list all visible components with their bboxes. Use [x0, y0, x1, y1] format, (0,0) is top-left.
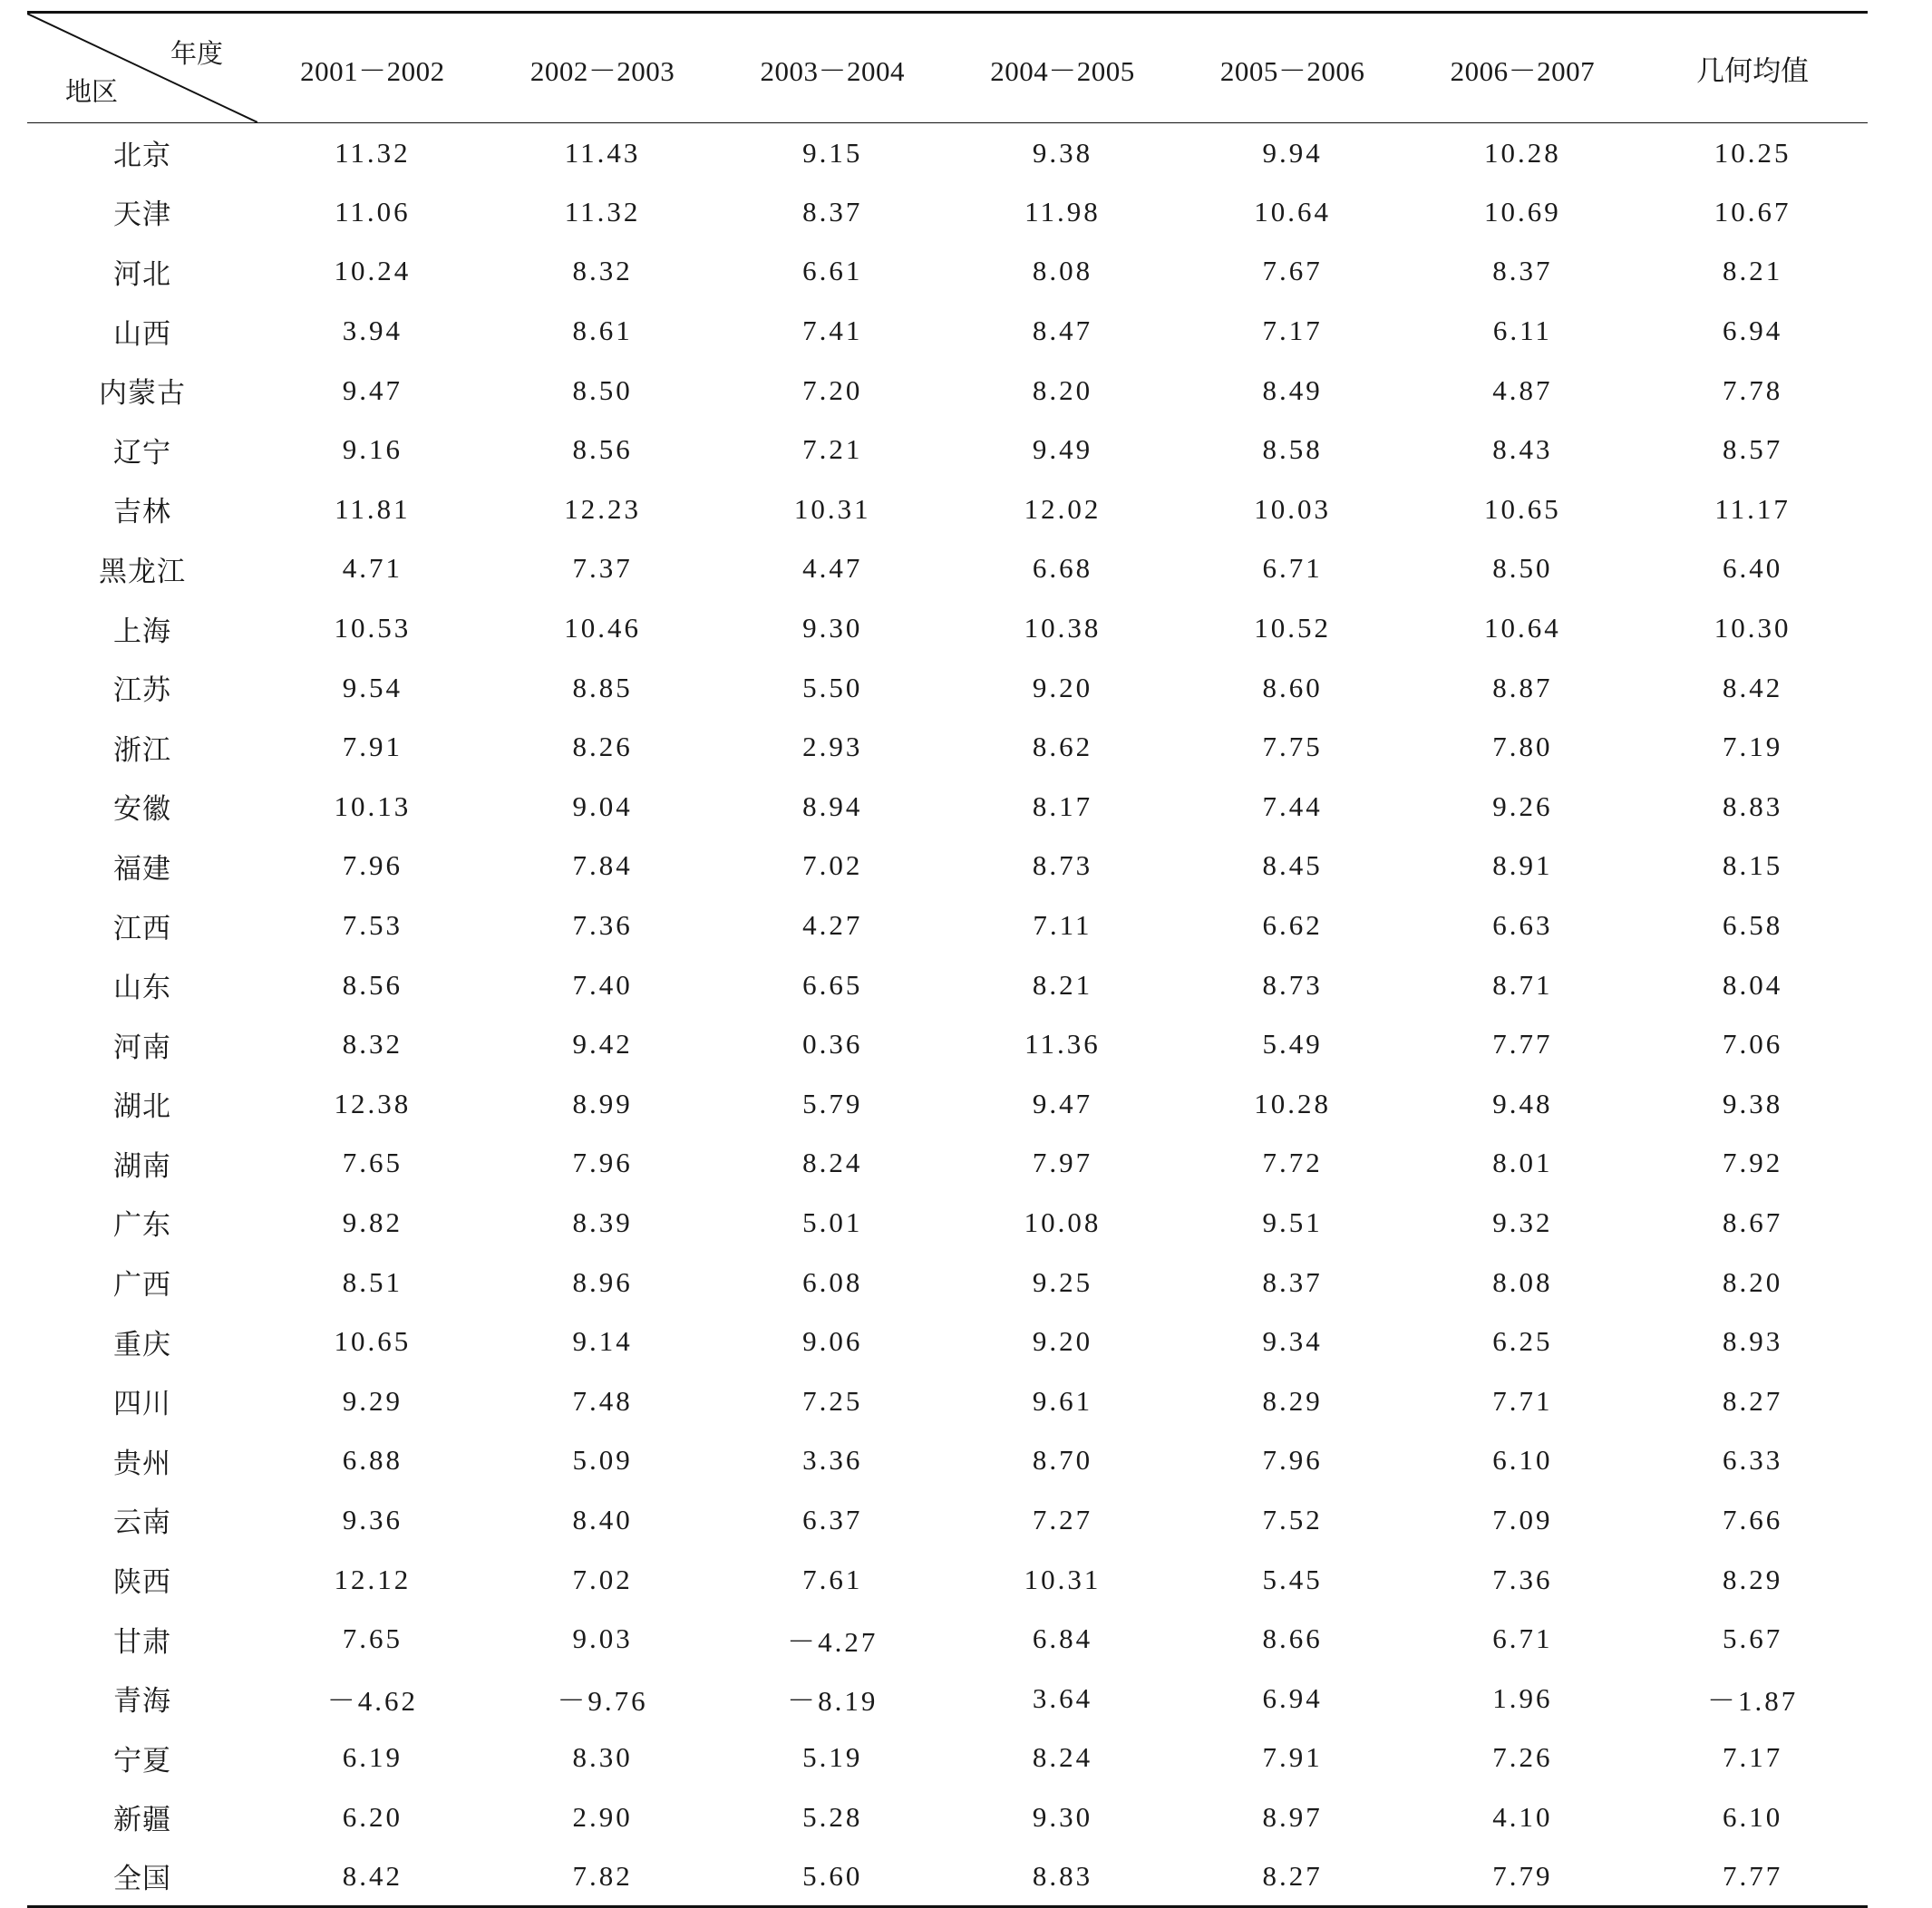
value-cell: 7.91: [1262, 1741, 1323, 1774]
value-cell: 8.94: [802, 789, 863, 822]
value-cell: 3.36: [802, 1444, 863, 1477]
corner-header: [27, 13, 257, 123]
value-cell: 9.25: [1032, 1265, 1093, 1298]
value-cell: 6.10: [1492, 1444, 1553, 1477]
value-cell: 8.91: [1492, 849, 1553, 882]
table-row: [27, 361, 1868, 421]
value-cell: 7.52: [1262, 1503, 1323, 1535]
value-cell: 11.06: [335, 195, 411, 228]
region-cell: 江西: [113, 912, 171, 945]
geometric-mean-cell: 6.10: [1722, 1800, 1783, 1833]
region-cell: 陕西: [113, 1566, 171, 1600]
value-cell: 6.19: [342, 1741, 403, 1774]
value-cell: 10.31: [1024, 1563, 1102, 1595]
value-cell: 5.28: [802, 1800, 863, 1833]
geometric-mean-cell: 8.42: [1722, 671, 1783, 703]
region-cell: 广东: [113, 1209, 171, 1243]
value-cell: 7.77: [1492, 1028, 1553, 1061]
value-cell: 9.20: [1032, 671, 1093, 703]
value-cell: 10.31: [793, 492, 871, 525]
value-cell: 8.71: [1492, 968, 1553, 1001]
value-cell: 7.65: [342, 1147, 403, 1179]
geometric-mean-cell: 6.33: [1722, 1444, 1783, 1477]
value-cell: 7.27: [1032, 1503, 1093, 1535]
value-cell: 6.08: [802, 1265, 863, 1298]
table-row: [27, 955, 1868, 1015]
region-cell: 四川: [113, 1388, 171, 1421]
value-cell: 5.45: [1262, 1563, 1323, 1595]
region-cell: 辽宁: [113, 436, 171, 470]
value-cell: 6.65: [802, 968, 863, 1001]
geometric-mean-cell: 8.04: [1722, 968, 1783, 1001]
geometric-mean-cell: 10.25: [1714, 136, 1791, 169]
table-row: [27, 479, 1868, 539]
geometric-mean-cell: 7.78: [1722, 373, 1783, 406]
value-cell: 10.53: [334, 612, 412, 644]
value-cell: 9.20: [1032, 1325, 1093, 1358]
value-cell: 10.24: [334, 255, 412, 287]
value-cell: 8.73: [1032, 849, 1093, 882]
value-cell: 8.40: [572, 1503, 633, 1535]
value-cell: 7.44: [1262, 789, 1323, 822]
corner-year-label: 年度: [170, 38, 224, 69]
region-cell: 全国: [27, 1847, 257, 1907]
value-cell: 9.26: [1492, 789, 1553, 822]
value-cell: 7.17: [1262, 315, 1323, 347]
region-cell: 浙江: [113, 733, 171, 767]
geometric-mean-cell: 7.92: [1722, 1147, 1783, 1179]
value-cell: 10.65: [1484, 492, 1561, 525]
region-cell: 北京: [113, 140, 171, 173]
value-cell: 5.79: [802, 1087, 863, 1119]
value-cell: 7.82: [488, 1847, 718, 1907]
value-cell: 9.54: [342, 671, 403, 703]
value-cell: 5.60: [717, 1847, 947, 1907]
geometric-mean-cell: 10.67: [1714, 195, 1791, 228]
table-row: [27, 242, 1868, 302]
region-cell: 湖北: [113, 1090, 171, 1124]
geometric-mean-cell: 7.06: [1722, 1028, 1783, 1061]
region-cell: 上海: [113, 615, 171, 648]
region-cell: 宁夏: [113, 1744, 171, 1777]
header-row: [27, 13, 1868, 123]
region-cell: 福建: [113, 852, 171, 886]
value-cell: 7.36: [1492, 1563, 1553, 1595]
value-cell: 8.45: [1262, 849, 1323, 882]
value-cell: 8.50: [1492, 552, 1553, 585]
value-cell: 7.79: [1408, 1847, 1638, 1907]
geometric-mean-cell: 8.57: [1722, 433, 1783, 466]
value-cell: 7.67: [1262, 255, 1323, 287]
geometric-mean-cell: 6.94: [1722, 315, 1783, 347]
value-cell: 6.37: [802, 1503, 863, 1535]
value-cell: 10.64: [1254, 195, 1332, 228]
table-row: [27, 1669, 1868, 1729]
value-cell: 12.38: [334, 1087, 412, 1119]
value-cell: 12.02: [1024, 492, 1102, 525]
value-cell: 10.52: [1254, 612, 1332, 644]
column-header: 2002－2003: [488, 13, 718, 123]
value-cell: 9.16: [342, 433, 403, 466]
value-cell: 8.37: [802, 195, 863, 228]
column-header: 2006－2007: [1408, 13, 1638, 123]
region-cell: 新疆: [113, 1804, 171, 1837]
value-cell: 2.93: [802, 731, 863, 763]
value-cell: 8.47: [1032, 315, 1093, 347]
value-cell: 8.85: [572, 671, 633, 703]
value-cell: 8.21: [1032, 968, 1093, 1001]
value-cell: 8.73: [1262, 968, 1323, 1001]
value-cell: 8.24: [802, 1147, 863, 1179]
value-cell: 6.25: [1492, 1325, 1553, 1358]
value-cell: 9.15: [802, 136, 863, 169]
value-cell: 8.60: [1262, 671, 1323, 703]
value-cell: 7.02: [802, 849, 863, 882]
value-cell: 10.03: [1254, 492, 1332, 525]
table-row: [27, 1312, 1868, 1371]
value-cell: 7.80: [1492, 731, 1553, 763]
value-cell: 3.94: [342, 315, 403, 347]
value-cell: 6.11: [1492, 315, 1552, 347]
value-cell: 10.28: [1254, 1087, 1332, 1119]
value-cell: 10.69: [1484, 195, 1561, 228]
value-cell: 4.27: [802, 909, 863, 942]
value-cell: 6.71: [1262, 552, 1323, 585]
value-cell: 9.32: [1492, 1206, 1553, 1238]
value-cell: 6.68: [1032, 552, 1093, 585]
value-cell: 9.38: [1032, 136, 1093, 169]
value-cell: －8.19: [787, 1685, 879, 1718]
value-cell: 8.66: [1262, 1622, 1323, 1655]
value-cell: 8.42: [257, 1847, 488, 1907]
column-header: 2005－2006: [1178, 13, 1408, 123]
value-cell: 8.58: [1262, 433, 1323, 466]
value-cell: 7.41: [802, 315, 863, 347]
geometric-mean-cell: 7.66: [1722, 1503, 1783, 1535]
table-row: [27, 182, 1868, 242]
value-cell: 5.49: [1262, 1028, 1323, 1061]
value-cell: 9.36: [342, 1503, 403, 1535]
geometric-mean-cell: 8.93: [1722, 1325, 1783, 1358]
value-cell: 7.09: [1492, 1503, 1553, 1535]
value-cell: 12.23: [564, 492, 641, 525]
value-cell: 9.51: [1262, 1206, 1323, 1238]
value-cell: 8.08: [1492, 1265, 1553, 1298]
value-cell: 11.98: [1024, 195, 1101, 228]
value-cell: 8.29: [1262, 1384, 1323, 1417]
geometric-mean-cell: 5.67: [1722, 1622, 1783, 1655]
region-cell: 广西: [113, 1269, 171, 1303]
value-cell: 11.43: [564, 136, 641, 169]
value-cell: 6.20: [342, 1800, 403, 1833]
value-cell: 9.34: [1262, 1325, 1323, 1358]
value-cell: 10.13: [334, 789, 412, 822]
value-cell: 8.49: [1262, 373, 1323, 406]
table-row: [27, 1014, 1868, 1074]
value-cell: 6.71: [1492, 1622, 1553, 1655]
geometric-mean-cell: 7.17: [1722, 1741, 1783, 1774]
value-cell: 7.25: [802, 1384, 863, 1417]
value-cell: 6.84: [1032, 1622, 1093, 1655]
value-cell: 7.96: [342, 849, 403, 882]
value-cell: 8.70: [1032, 1444, 1093, 1477]
geometric-mean-cell: 8.29: [1722, 1563, 1783, 1595]
value-cell: 9.42: [572, 1028, 633, 1061]
value-cell: 7.37: [572, 552, 633, 585]
value-cell: 5.01: [802, 1206, 863, 1238]
table-row: [27, 420, 1868, 479]
value-cell: 9.48: [1492, 1087, 1553, 1119]
value-cell: 8.83: [947, 1847, 1178, 1907]
table-row: [27, 837, 1868, 896]
value-cell: 8.26: [572, 731, 633, 763]
value-cell: －4.62: [326, 1685, 418, 1718]
value-cell: 9.14: [572, 1325, 633, 1358]
value-cell: 8.17: [1032, 789, 1093, 822]
value-cell: 9.03: [572, 1622, 633, 1655]
value-cell: 8.87: [1492, 671, 1553, 703]
value-cell: 8.97: [1262, 1800, 1323, 1833]
region-cell: 甘肃: [113, 1625, 171, 1659]
table-row: [27, 1431, 1868, 1491]
value-cell: 7.36: [572, 909, 633, 942]
region-cell: 云南: [113, 1506, 171, 1540]
region-cell: 内蒙古: [99, 377, 186, 411]
value-cell: 9.49: [1032, 433, 1093, 466]
value-cell: 9.82: [342, 1206, 403, 1238]
geometric-mean-cell: 8.67: [1722, 1206, 1783, 1238]
table-row: [27, 301, 1868, 361]
data-table-container: [27, 11, 1868, 1908]
geometric-mean-cell: 10.30: [1714, 612, 1791, 644]
value-cell: 10.46: [564, 612, 641, 644]
value-cell: －9.76: [557, 1685, 648, 1718]
geometric-mean-cell: 9.38: [1722, 1087, 1783, 1119]
value-cell: 9.47: [342, 373, 403, 406]
region-cell: 吉林: [113, 496, 171, 529]
value-cell: 8.37: [1492, 255, 1553, 287]
value-cell: 4.87: [1492, 373, 1553, 406]
column-header-geometric-mean: 几何均值: [1637, 13, 1868, 123]
table-row: [27, 1550, 1868, 1610]
value-cell: 7.02: [572, 1563, 633, 1595]
value-cell: 7.96: [572, 1147, 633, 1179]
value-cell: 9.06: [802, 1325, 863, 1358]
value-cell: 5.09: [572, 1444, 633, 1477]
region-cell: 天津: [113, 199, 171, 232]
region-cell: 黑龙江: [99, 555, 186, 588]
table-row: [27, 777, 1868, 837]
table-row: [27, 123, 1868, 183]
geometric-mean-cell: 8.15: [1722, 849, 1783, 882]
value-cell: 9.04: [572, 789, 633, 822]
value-cell: 2.90: [572, 1800, 633, 1833]
value-cell: 8.32: [342, 1028, 403, 1061]
region-cell: 青海: [113, 1685, 171, 1719]
table-row: [27, 1253, 1868, 1312]
corner-region-label: 地区: [65, 76, 119, 107]
geometric-mean-cell: 8.27: [1722, 1384, 1783, 1417]
value-cell: 11.36: [1024, 1028, 1101, 1061]
value-cell: 3.64: [1032, 1681, 1093, 1714]
value-cell: 10.64: [1484, 612, 1561, 644]
value-cell: 0.36: [802, 1028, 863, 1061]
geometric-mean-cell: 8.83: [1722, 789, 1783, 822]
value-cell: 9.29: [342, 1384, 403, 1417]
value-cell: 4.10: [1492, 1800, 1553, 1833]
region-cell: 安徽: [113, 793, 171, 827]
value-cell: 8.08: [1032, 255, 1093, 287]
table-row: [27, 1074, 1868, 1134]
table-row: [27, 539, 1868, 599]
value-cell: 7.97: [1032, 1147, 1093, 1179]
value-cell: 9.94: [1262, 136, 1323, 169]
value-cell: 7.20: [802, 373, 863, 406]
region-cell: 江苏: [113, 674, 171, 708]
value-cell: 4.71: [342, 552, 403, 585]
table-row: [27, 1490, 1868, 1550]
value-cell: 8.50: [572, 373, 633, 406]
value-cell: 10.08: [1024, 1206, 1102, 1238]
value-cell: 6.94: [1262, 1681, 1323, 1714]
table-row: [27, 1193, 1868, 1253]
value-cell: 8.24: [1032, 1741, 1093, 1774]
geometric-mean-cell: 8.21: [1722, 255, 1783, 287]
value-cell: 8.61: [572, 315, 633, 347]
value-cell: 8.56: [572, 433, 633, 466]
column-header: 2004－2005: [947, 13, 1178, 123]
value-cell: 8.32: [572, 255, 633, 287]
table-row: [27, 598, 1868, 658]
value-cell: 8.51: [342, 1265, 403, 1298]
growth-rate-table: [27, 11, 1868, 1908]
table-row: [27, 717, 1868, 777]
region-cell: 山东: [113, 972, 171, 1005]
table-row: [27, 1787, 1868, 1847]
value-cell: 10.38: [1024, 612, 1102, 644]
table-row: [27, 1609, 1868, 1669]
value-cell: 10.28: [1484, 136, 1561, 169]
value-cell: 8.96: [572, 1265, 633, 1298]
value-cell: 8.01: [1492, 1147, 1553, 1179]
value-cell: 7.53: [342, 909, 403, 942]
value-cell: 7.75: [1262, 731, 1323, 763]
table-body: [27, 123, 1868, 1907]
value-cell: 10.65: [334, 1325, 412, 1358]
table-row: [27, 1134, 1868, 1194]
value-cell: 7.65: [342, 1622, 403, 1655]
geometric-mean-cell: 11.17: [1714, 492, 1791, 525]
column-header: 2001－2002: [257, 13, 488, 123]
value-cell: 7.84: [572, 849, 633, 882]
table-row: [27, 1371, 1868, 1431]
region-cell: 重庆: [113, 1328, 171, 1361]
value-cell: 1.96: [1492, 1681, 1553, 1714]
table-row: [27, 1847, 1868, 1907]
region-cell: 山西: [113, 317, 171, 351]
geometric-mean-cell: 7.77: [1637, 1847, 1868, 1907]
value-cell: 8.20: [1032, 373, 1093, 406]
value-cell: 8.62: [1032, 731, 1093, 763]
value-cell: 7.26: [1492, 1741, 1553, 1774]
value-cell: 11.81: [335, 492, 411, 525]
value-cell: 12.12: [334, 1563, 412, 1595]
value-cell: 9.30: [1032, 1800, 1093, 1833]
geometric-mean-cell: 6.40: [1722, 552, 1783, 585]
geometric-mean-cell: －1.87: [1706, 1685, 1799, 1718]
region-cell: 贵州: [113, 1447, 171, 1480]
value-cell: 4.47: [802, 552, 863, 585]
table-row: [27, 1729, 1868, 1788]
value-cell: 7.61: [802, 1563, 863, 1595]
geometric-mean-cell: 7.19: [1722, 731, 1783, 763]
value-cell: 11.32: [335, 136, 411, 169]
value-cell: －4.27: [787, 1625, 879, 1658]
value-cell: 6.62: [1262, 909, 1323, 942]
value-cell: 9.61: [1032, 1384, 1093, 1417]
region-cell: 湖南: [113, 1149, 171, 1183]
value-cell: 6.61: [802, 255, 863, 287]
region-cell: 河北: [113, 257, 171, 291]
value-cell: 9.30: [802, 612, 863, 644]
value-cell: 7.91: [342, 731, 403, 763]
value-cell: 6.63: [1492, 909, 1553, 942]
value-cell: 11.32: [564, 195, 641, 228]
value-cell: 8.56: [342, 968, 403, 1001]
value-cell: 5.19: [802, 1741, 863, 1774]
value-cell: 7.71: [1492, 1384, 1553, 1417]
value-cell: 8.99: [572, 1087, 633, 1119]
value-cell: 7.21: [802, 433, 863, 466]
value-cell: 7.40: [572, 968, 633, 1001]
value-cell: 8.37: [1262, 1265, 1323, 1298]
value-cell: 7.48: [572, 1384, 633, 1417]
value-cell: 7.72: [1262, 1147, 1323, 1179]
value-cell: 7.11: [1033, 909, 1092, 942]
geometric-mean-cell: 8.20: [1722, 1265, 1783, 1298]
value-cell: 6.88: [342, 1444, 403, 1477]
table-row: [27, 658, 1868, 718]
geometric-mean-cell: 6.58: [1722, 909, 1783, 942]
table-row: [27, 896, 1868, 955]
value-cell: 9.47: [1032, 1087, 1093, 1119]
value-cell: 8.43: [1492, 433, 1553, 466]
value-cell: 5.50: [802, 671, 863, 703]
value-cell: 7.96: [1262, 1444, 1323, 1477]
column-header: 2003－2004: [717, 13, 947, 123]
value-cell: 8.30: [572, 1741, 633, 1774]
region-cell: 河南: [113, 1031, 171, 1064]
value-cell: 8.39: [572, 1206, 633, 1238]
value-cell: 8.27: [1178, 1847, 1408, 1907]
